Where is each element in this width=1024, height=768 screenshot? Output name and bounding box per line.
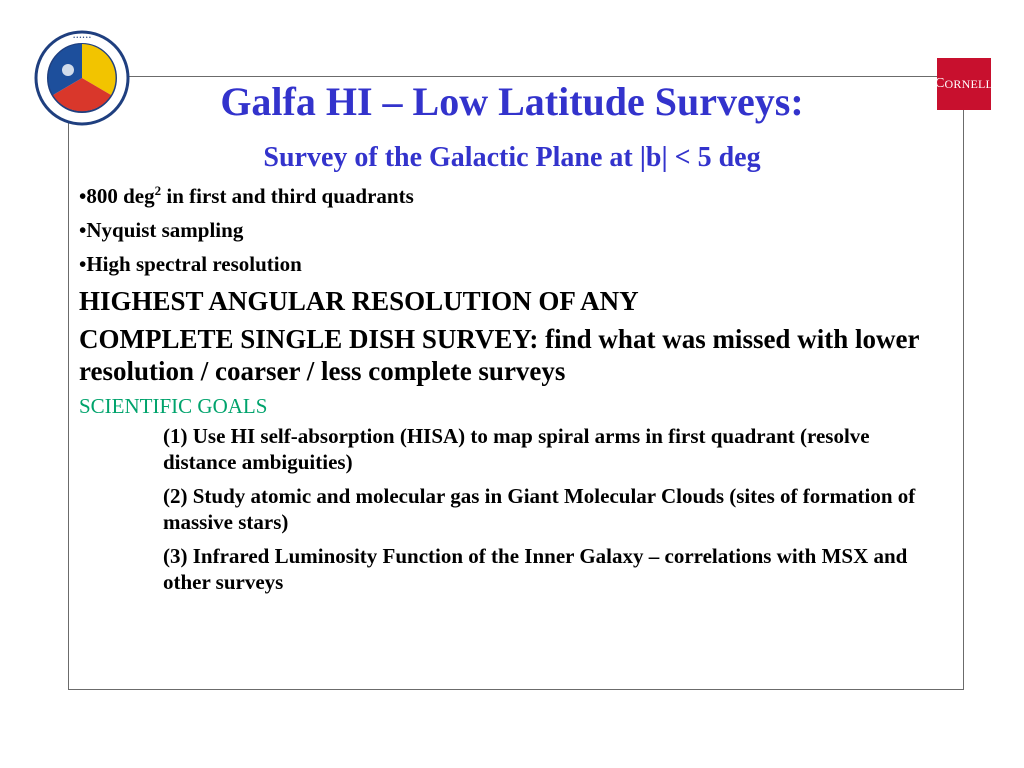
statement-line-2: COMPLETE SINGLE DISH SURVEY: find what was missed with lower resolution / coarser / less complete surveys (79, 324, 919, 386)
goal-item: (1) Use HI self-absorption (HISA) to map spiral arms in first quadrant (resolve distance ambiguities) (163, 424, 870, 474)
goals-heading: SCIENTIFIC GOALS (79, 394, 268, 418)
cornell-logo: C ORNELL (937, 58, 991, 110)
goal-item: (3) Infrared Luminosity Function of the Inner Galaxy – correlations with MSX and other surveys (163, 544, 908, 594)
bullet-item: •800 deg$^2$ in first and third quadrants (79, 183, 414, 208)
page-subtitle: Survey of the Galactic Plane at |b| < 5 deg (263, 142, 761, 173)
page-title: Galfa HI – Low Latitude Surveys: (220, 79, 804, 124)
bullet-item: •High spectral resolution (79, 252, 302, 276)
bullet-item: •Nyquist sampling (79, 218, 244, 242)
svg-text:• • • • • •: • • • • • • (73, 35, 91, 41)
goal-item: (2) Study atomic and molecular gas in Giant Molecular Clouds (sites of formation of massive stars) (163, 484, 916, 534)
statement-line-1: HIGHEST ANGULAR RESOLUTION OF ANY (79, 286, 639, 316)
slide-content (79, 183, 929, 603)
